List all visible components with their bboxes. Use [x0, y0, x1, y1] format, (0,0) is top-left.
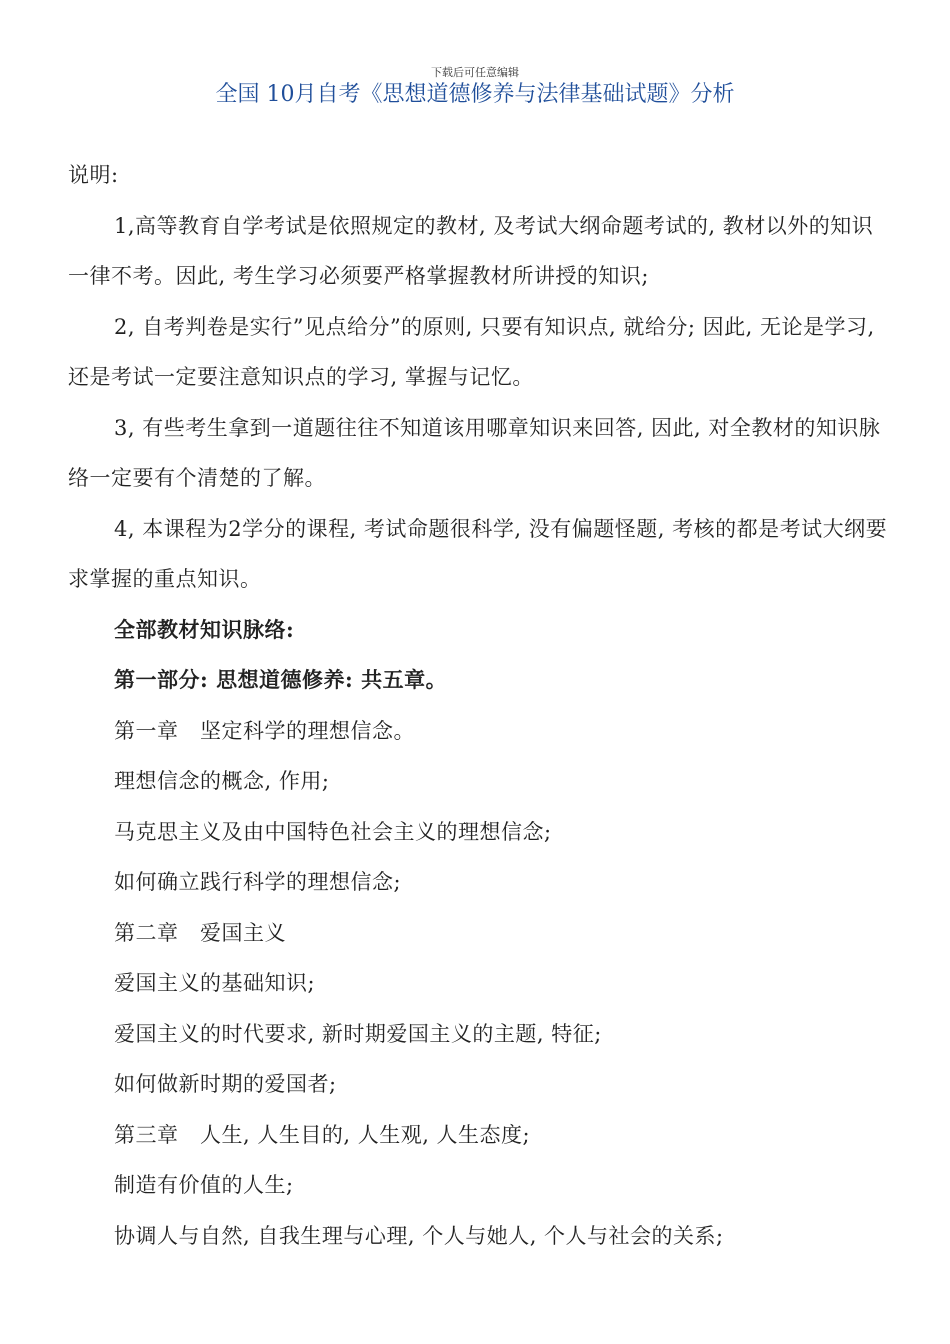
document-body — [68, 150, 888, 1261]
outline-heading: 全部教材知识脉络: — [114, 616, 295, 642]
chapter1-item: 理想信念的概念, 作用; — [114, 769, 330, 793]
chapter3-item: 制造有价值的人生; — [114, 1173, 294, 1197]
chapter3-item: 协调人与自然, 自我生理与心理, 个人与她人, 个人与社会的关系; — [114, 1223, 724, 1248]
chapter1-item: 马克思主义及由中国特色社会主义的理想信念; — [114, 819, 552, 844]
chapter2-item: 如何做新时期的爱国者; — [114, 1072, 337, 1096]
chapter3-title: 第三章 人生, 人生目的, 人生观, 人生态度; — [114, 1122, 531, 1147]
document-title: 全国 10月自考《思想道德修养与法律基础试题》分析 — [215, 82, 735, 107]
intro-point-2: 2, 自考判卷是实行”见点给分”的原则, 只要有知识点, 就给分; 因此, 无论是学习, 还是考试一定要注意知识点的学习, 掌握与记忆。 — [68, 314, 875, 389]
chapter2-item: 爱国主义的基础知识; — [114, 971, 316, 995]
intro-label: 说明: — [68, 163, 119, 187]
intro-point-3: 3, 有些考生拿到一道题往往不知道该用哪章知识来回答, 因此, 对全教材的知识脉络一定要有个清楚的了解。 — [68, 415, 881, 490]
intro-point-4: 4, 本课程为2学分的课程, 考试命题很科学, 没有偏题怪题, 考核的都是考试大纲要求掌握的重点知识。 — [68, 516, 888, 591]
chapter1-item: 如何确立践行科学的理想信念; — [114, 870, 402, 894]
chapter1-title: 第一章 坚定科学的理想信念。 — [114, 718, 415, 743]
chapter2-item: 爱国主义的时代要求, 新时期爱国主义的主题, 特征; — [114, 1021, 602, 1046]
part1-heading: 第一部分: 思想道德修养: 共五章。 — [114, 667, 448, 692]
intro-point-1: 1,高等教育自学考试是依照规定的教材, 及考试大纲命题考试的, 教材以外的知识一律不考。因此, 考生学习必须要严格掌握教材所讲授的知识; — [68, 213, 874, 288]
header-note: 下载后可任意编辑 — [431, 66, 519, 79]
chapter2-title: 第二章 爱国主义 — [114, 920, 286, 945]
